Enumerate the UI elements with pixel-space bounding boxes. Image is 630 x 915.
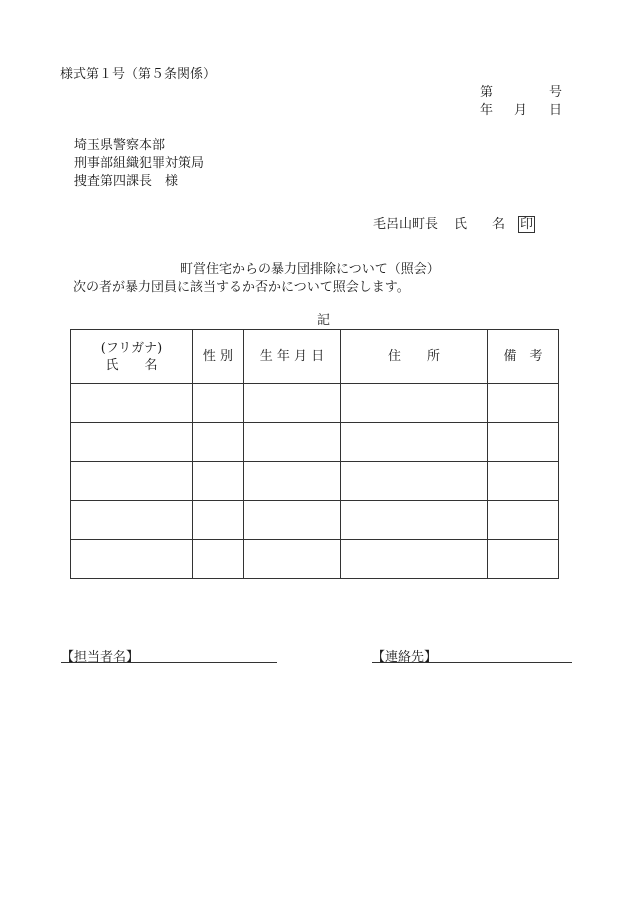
sender-name-label-1: 氏	[454, 217, 468, 232]
dob-cell[interactable]	[244, 384, 341, 423]
header-sex: 性 別	[193, 330, 244, 384]
remarks-cell[interactable]	[488, 462, 559, 501]
seal-mark	[518, 216, 535, 233]
header-name: 氏 名	[105, 357, 158, 373]
dob-cell[interactable]	[244, 423, 341, 462]
address-cell[interactable]	[341, 540, 488, 579]
addressee-line-1: 埼玉県警察本部	[74, 138, 166, 153]
header-name-cell	[71, 330, 193, 384]
addressee-line-2: 刑事部組織犯罪対策局	[74, 156, 205, 171]
sex-cell[interactable]	[193, 384, 244, 423]
address-cell[interactable]	[341, 462, 488, 501]
table-header-row	[71, 330, 559, 384]
name-cell[interactable]	[71, 462, 193, 501]
header-remarks: 備 考	[488, 330, 559, 384]
person-in-charge-line	[61, 662, 277, 663]
name-cell[interactable]	[71, 540, 193, 579]
doc-number-dai: 第	[480, 85, 494, 100]
sex-cell[interactable]	[193, 423, 244, 462]
form-id: 様式第１号（第５条関係）	[60, 67, 217, 82]
date-day-label: 日	[549, 103, 563, 118]
dob-cell[interactable]	[244, 540, 341, 579]
table-row	[71, 540, 559, 579]
table-row	[71, 423, 559, 462]
address-cell[interactable]	[341, 423, 488, 462]
sender-title: 毛呂山町長	[373, 217, 439, 232]
sex-cell[interactable]	[193, 540, 244, 579]
remarks-cell[interactable]	[488, 423, 559, 462]
remarks-cell[interactable]	[488, 384, 559, 423]
remarks-cell[interactable]	[488, 501, 559, 540]
sex-cell[interactable]	[193, 501, 244, 540]
seal-label: 印	[520, 217, 534, 232]
address-cell[interactable]	[341, 384, 488, 423]
header-dob: 生 年 月 日	[244, 330, 341, 384]
dob-cell[interactable]	[244, 462, 341, 501]
addressee-line-3: 捜査第四課長 様	[74, 174, 179, 189]
header-furigana: (フリガナ)	[100, 340, 163, 356]
ki-heading: 記	[317, 313, 331, 328]
sex-cell[interactable]	[193, 462, 244, 501]
dob-cell[interactable]	[244, 501, 341, 540]
person-in-charge-label: 【担当者名】	[61, 650, 140, 665]
table-row	[71, 462, 559, 501]
table-row	[71, 501, 559, 540]
contact-line	[372, 662, 572, 663]
doc-number-go: 号	[549, 85, 563, 100]
name-cell[interactable]	[71, 423, 193, 462]
name-cell[interactable]	[71, 501, 193, 540]
header-address: 住 所	[341, 330, 488, 384]
subject-line: 町営住宅からの暴力団排除について（照会）	[180, 262, 440, 277]
inquiry-table	[70, 329, 559, 579]
date-month-label: 月	[514, 103, 528, 118]
address-cell[interactable]	[341, 501, 488, 540]
name-cell[interactable]	[71, 384, 193, 423]
remarks-cell[interactable]	[488, 540, 559, 579]
date-year-label: 年	[480, 103, 494, 118]
contact-label: 【連絡先】	[372, 650, 438, 665]
table-row	[71, 384, 559, 423]
sender-name-label-2: 名	[492, 217, 506, 232]
body-text: 次の者が暴力団員に該当するか否かについて照会します。	[73, 280, 410, 295]
